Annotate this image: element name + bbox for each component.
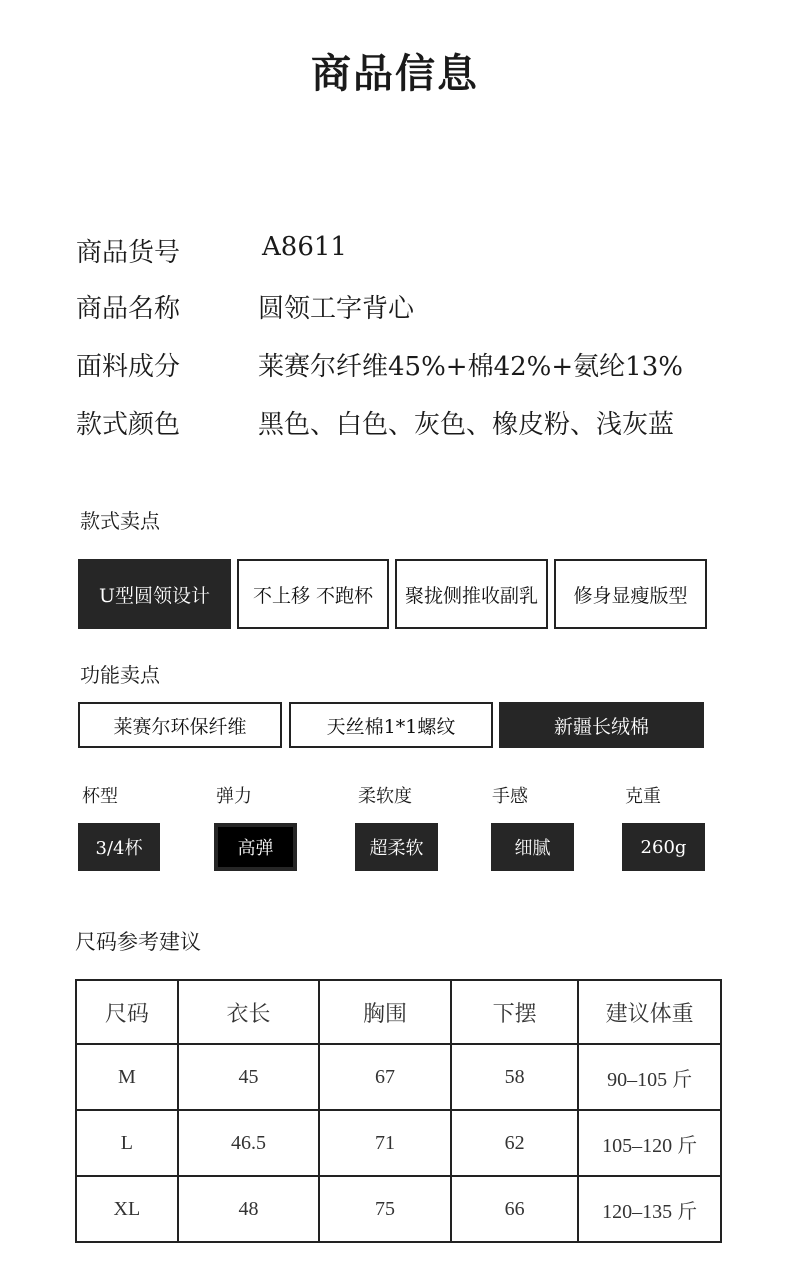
cell-hem: 66	[451, 1176, 579, 1242]
cell-length: 45	[178, 1044, 320, 1110]
info-value: 莱赛尔纤维45%+棉42%+氨纶13%	[258, 352, 683, 382]
style-tag: 修身显瘦版型	[554, 559, 707, 629]
cell-bust: 71	[319, 1110, 451, 1176]
attr-chip-cup: 3/4杯	[78, 823, 160, 871]
attr-label-feel: 手感	[492, 786, 528, 807]
cell-hem: 58	[451, 1044, 579, 1110]
attr-chip-elastic: 高弹	[214, 823, 297, 871]
info-value: A8611	[262, 232, 347, 262]
cell-size: XL	[76, 1176, 178, 1242]
style-tag: 不上移 不跑杯	[237, 559, 389, 629]
info-label: 面料成分	[76, 352, 181, 382]
header-weight: 建议体重	[578, 980, 721, 1044]
attr-chip-feel: 细腻	[491, 823, 574, 871]
style-points-label: 款式卖点	[80, 509, 160, 533]
cell-length: 46.5	[178, 1110, 320, 1176]
size-chart-title: 尺码参考建议	[75, 930, 201, 954]
cell-size: M	[76, 1044, 178, 1110]
cell-size: L	[76, 1110, 178, 1176]
info-value: 圆领工字背心	[258, 294, 415, 324]
table-header-row	[76, 980, 721, 1044]
style-tag: 聚拢侧推收副乳	[395, 559, 548, 629]
style-tag: U型圆领设计	[78, 559, 231, 629]
info-label: 商品货号	[76, 238, 181, 268]
page-title: 商品信息	[311, 50, 479, 97]
function-points-label: 功能卖点	[80, 663, 160, 687]
function-tag: 莱赛尔环保纤维	[78, 702, 282, 748]
header-bust: 胸围	[319, 980, 451, 1044]
cell-hem: 62	[451, 1110, 579, 1176]
table-row	[76, 1044, 721, 1110]
info-value: 黑色、白色、灰色、橡皮粉、浅灰蓝	[258, 410, 675, 440]
info-label: 款式颜色	[76, 410, 181, 440]
header-hem: 下摆	[451, 980, 579, 1044]
header-size: 尺码	[76, 980, 178, 1044]
table-row	[76, 1176, 721, 1242]
cell-bust: 67	[319, 1044, 451, 1110]
cell-weight: 90–105 斤	[578, 1044, 721, 1110]
cell-length: 48	[178, 1176, 320, 1242]
table-row	[76, 1110, 721, 1176]
function-tag: 新疆长绒棉	[499, 702, 704, 748]
header-length: 衣长	[178, 980, 320, 1044]
attr-chip-softness: 超柔软	[355, 823, 438, 871]
size-table	[75, 979, 722, 1243]
function-tag: 天丝棉1*1螺纹	[289, 702, 493, 748]
cell-weight: 120–135 斤	[578, 1176, 721, 1242]
cell-bust: 75	[319, 1176, 451, 1242]
attr-chip-weight: 260g	[622, 823, 705, 871]
attr-label-elastic: 弹力	[216, 786, 252, 807]
info-label: 商品名称	[76, 294, 181, 324]
attr-label-cup: 杯型	[82, 786, 118, 807]
cell-weight: 105–120 斤	[578, 1110, 721, 1176]
attr-label-softness: 柔软度	[358, 786, 412, 807]
attr-label-weight: 克重	[625, 786, 661, 807]
